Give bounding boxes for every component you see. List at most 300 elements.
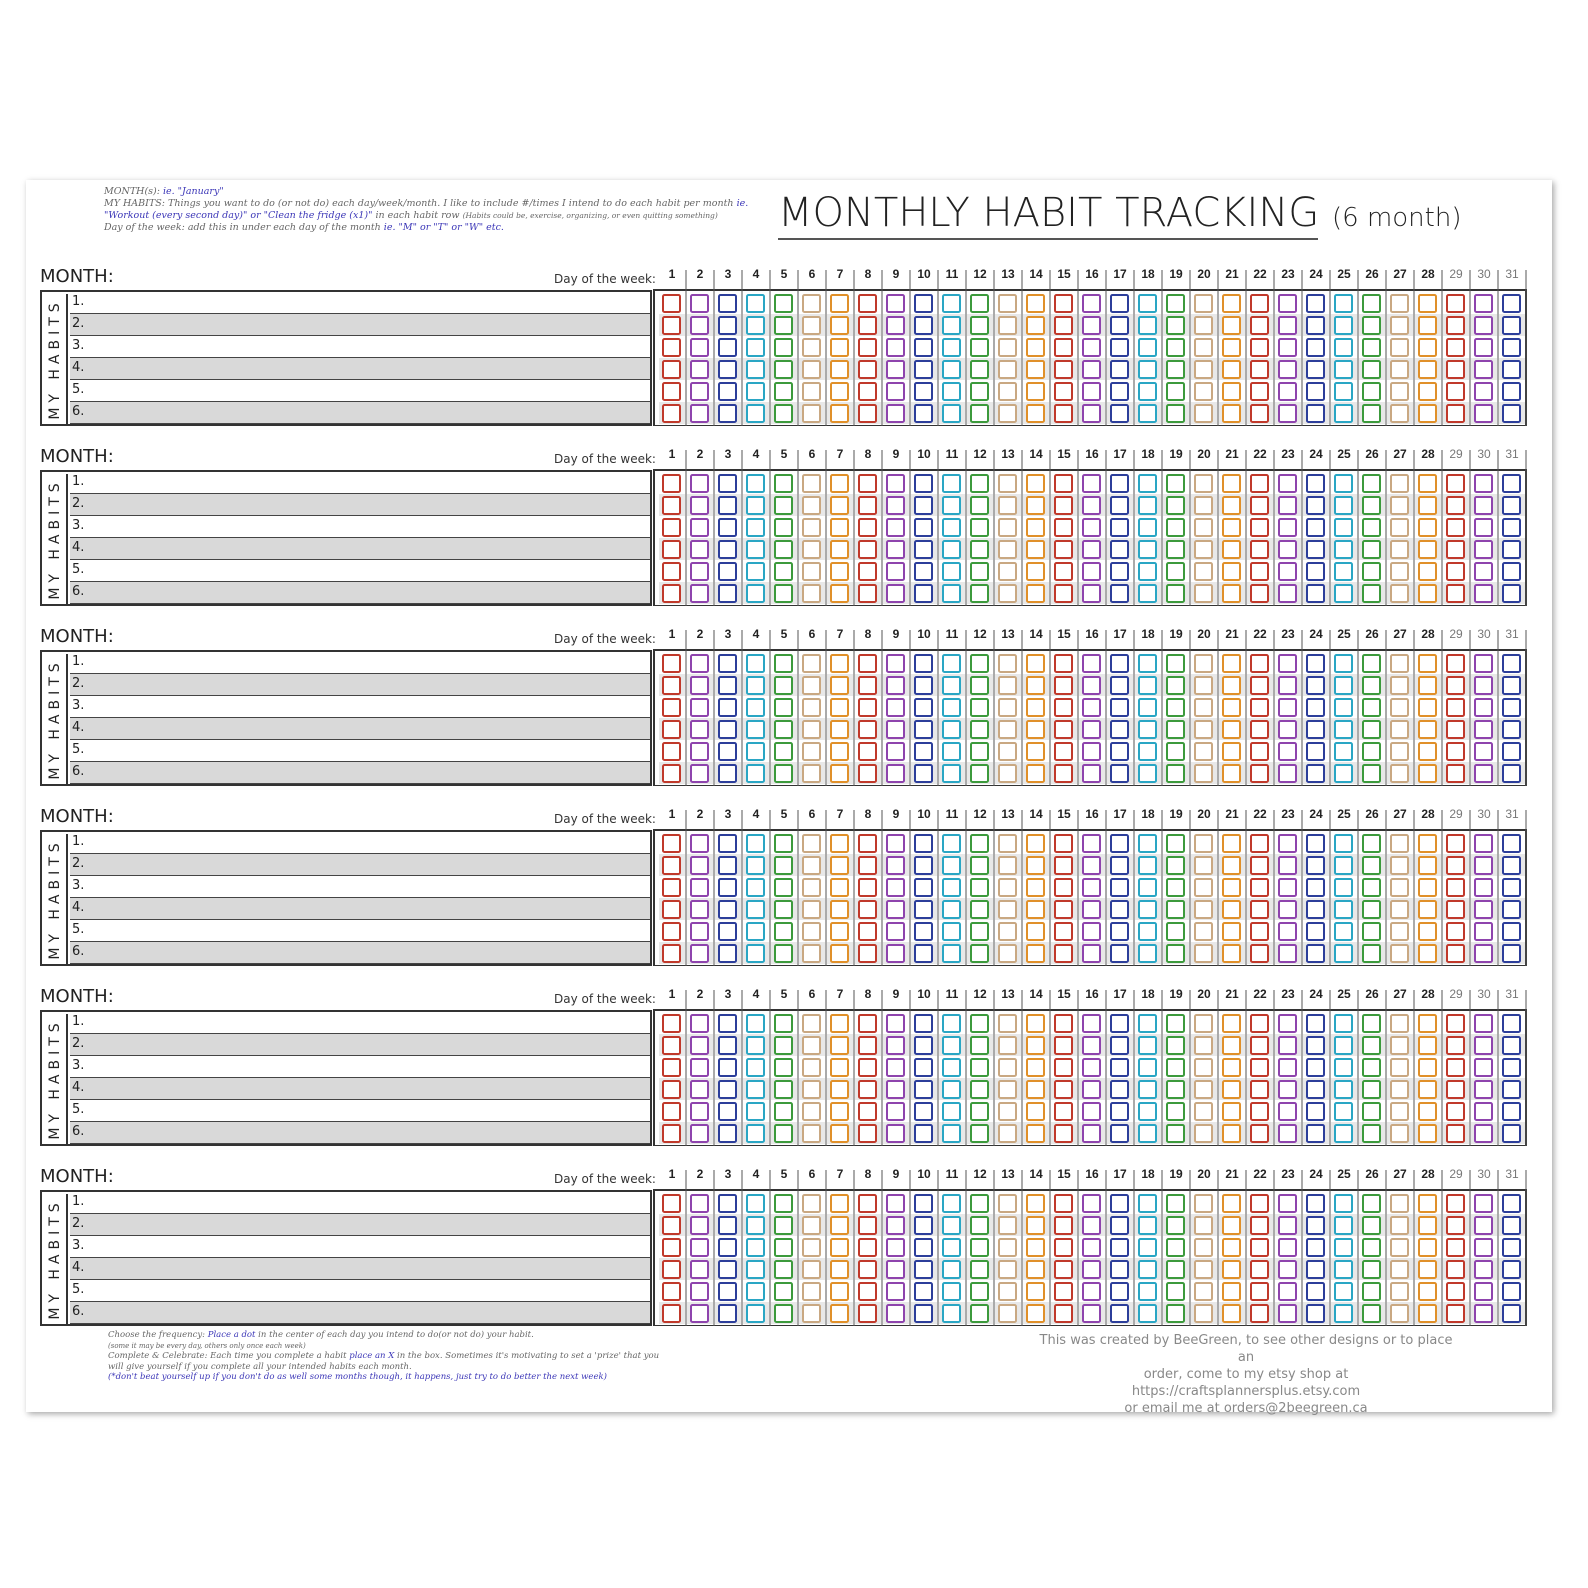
habit-checkbox[interactable] [1195, 923, 1212, 940]
habit-checkbox[interactable] [1055, 1261, 1072, 1278]
habit-row[interactable]: 2. [70, 854, 650, 876]
habit-checkbox[interactable] [1335, 1081, 1352, 1098]
habit-checkbox[interactable] [831, 295, 848, 312]
habit-checkbox[interactable] [831, 699, 848, 716]
habit-checkbox[interactable] [719, 1239, 736, 1256]
habit-checkbox[interactable] [1083, 519, 1100, 536]
habit-checkbox[interactable] [1447, 1195, 1464, 1212]
habit-checkbox[interactable] [1055, 901, 1072, 918]
habit-checkbox[interactable] [1391, 1217, 1408, 1234]
habit-checkbox[interactable] [691, 1081, 708, 1098]
habit-checkbox[interactable] [663, 699, 680, 716]
habit-checkbox[interactable] [1083, 405, 1100, 422]
habit-checkbox[interactable] [887, 655, 904, 672]
habit-checkbox[interactable] [775, 1125, 792, 1142]
habit-checkbox[interactable] [1083, 497, 1100, 514]
habit-checkbox[interactable] [747, 563, 764, 580]
habit-checkbox[interactable] [1083, 361, 1100, 378]
habit-checkbox[interactable] [663, 945, 680, 962]
habit-checkbox[interactable] [1503, 541, 1520, 558]
habit-checkbox[interactable] [719, 901, 736, 918]
habit-checkbox[interactable] [1195, 563, 1212, 580]
habit-checkbox[interactable] [1195, 699, 1212, 716]
habit-checkbox[interactable] [1111, 857, 1128, 874]
habit-checkbox[interactable] [803, 361, 820, 378]
habit-checkbox[interactable] [1391, 1037, 1408, 1054]
habit-checkbox[interactable] [1447, 295, 1464, 312]
habit-checkbox[interactable] [719, 945, 736, 962]
habit-checkbox[interactable] [1195, 475, 1212, 492]
habit-checkbox[interactable] [691, 295, 708, 312]
habit-checkbox[interactable] [887, 339, 904, 356]
habit-checkbox[interactable] [775, 405, 792, 422]
habit-checkbox[interactable] [1335, 1283, 1352, 1300]
habit-checkbox[interactable] [1083, 1103, 1100, 1120]
habit-checkbox[interactable] [999, 295, 1016, 312]
habit-checkbox[interactable] [1475, 1081, 1492, 1098]
habit-row[interactable]: 3. [70, 336, 650, 358]
habit-checkbox[interactable] [1363, 743, 1380, 760]
habit-checkbox[interactable] [1167, 1037, 1184, 1054]
habit-checkbox[interactable] [719, 519, 736, 536]
habit-checkbox[interactable] [663, 317, 680, 334]
habit-checkbox[interactable] [1447, 655, 1464, 672]
habit-checkbox[interactable] [1027, 563, 1044, 580]
habit-row[interactable]: 5. [70, 560, 650, 582]
habit-checkbox[interactable] [1363, 475, 1380, 492]
habit-checkbox[interactable] [1391, 317, 1408, 334]
habit-checkbox[interactable] [887, 1283, 904, 1300]
habit-checkbox[interactable] [1307, 879, 1324, 896]
habit-checkbox[interactable] [1279, 563, 1296, 580]
habit-checkbox[interactable] [1391, 945, 1408, 962]
habit-checkbox[interactable] [1391, 901, 1408, 918]
habit-checkbox[interactable] [943, 677, 960, 694]
habit-checkbox[interactable] [971, 585, 988, 602]
habit-checkbox[interactable] [803, 1261, 820, 1278]
habit-checkbox[interactable] [887, 1015, 904, 1032]
habit-checkbox[interactable] [1475, 1305, 1492, 1322]
habit-checkbox[interactable] [719, 1015, 736, 1032]
habit-checkbox[interactable] [1251, 1217, 1268, 1234]
habit-checkbox[interactable] [1279, 879, 1296, 896]
habit-checkbox[interactable] [775, 541, 792, 558]
habit-checkbox[interactable] [831, 497, 848, 514]
habit-checkbox[interactable] [691, 563, 708, 580]
habit-checkbox[interactable] [887, 901, 904, 918]
habit-checkbox[interactable] [943, 835, 960, 852]
habit-checkbox[interactable] [971, 945, 988, 962]
habit-checkbox[interactable] [831, 475, 848, 492]
habit-checkbox[interactable] [1167, 317, 1184, 334]
habit-checkbox[interactable] [831, 677, 848, 694]
habit-checkbox[interactable] [915, 879, 932, 896]
habit-checkbox[interactable] [1279, 655, 1296, 672]
habit-checkbox[interactable] [1475, 721, 1492, 738]
habit-checkbox[interactable] [719, 677, 736, 694]
habit-checkbox[interactable] [1419, 475, 1436, 492]
habit-checkbox[interactable] [1391, 541, 1408, 558]
habit-checkbox[interactable] [1335, 743, 1352, 760]
habit-checkbox[interactable] [1419, 563, 1436, 580]
habit-checkbox[interactable] [1447, 1015, 1464, 1032]
habit-checkbox[interactable] [1223, 541, 1240, 558]
habit-checkbox[interactable] [1391, 1059, 1408, 1076]
habit-checkbox[interactable] [971, 879, 988, 896]
habit-checkbox[interactable] [887, 317, 904, 334]
habit-checkbox[interactable] [1251, 1081, 1268, 1098]
habit-checkbox[interactable] [1139, 383, 1156, 400]
habit-checkbox[interactable] [1223, 655, 1240, 672]
habit-checkbox[interactable] [803, 519, 820, 536]
habit-checkbox[interactable] [747, 339, 764, 356]
habit-checkbox[interactable] [859, 519, 876, 536]
habit-checkbox[interactable] [971, 1283, 988, 1300]
habit-checkbox[interactable] [1419, 339, 1436, 356]
habit-checkbox[interactable] [1391, 519, 1408, 536]
habit-checkbox[interactable] [1111, 1125, 1128, 1142]
habit-checkbox[interactable] [1223, 699, 1240, 716]
habit-checkbox[interactable] [663, 541, 680, 558]
habit-checkbox[interactable] [915, 1261, 932, 1278]
habit-checkbox[interactable] [1251, 857, 1268, 874]
habit-checkbox[interactable] [1167, 295, 1184, 312]
habit-checkbox[interactable] [831, 1239, 848, 1256]
habit-checkbox[interactable] [1447, 1239, 1464, 1256]
habit-checkbox[interactable] [691, 1103, 708, 1120]
habit-checkbox[interactable] [1363, 295, 1380, 312]
habit-checkbox[interactable] [1419, 699, 1436, 716]
habit-checkbox[interactable] [1027, 497, 1044, 514]
habit-checkbox[interactable] [719, 383, 736, 400]
habit-checkbox[interactable] [1083, 317, 1100, 334]
habit-checkbox[interactable] [1335, 405, 1352, 422]
habit-checkbox[interactable] [1195, 765, 1212, 782]
habit-checkbox[interactable] [1223, 835, 1240, 852]
habit-checkbox[interactable] [803, 1081, 820, 1098]
habit-checkbox[interactable] [747, 1015, 764, 1032]
habit-checkbox[interactable] [1363, 339, 1380, 356]
habit-checkbox[interactable] [1307, 699, 1324, 716]
habit-checkbox[interactable] [971, 541, 988, 558]
habit-checkbox[interactable] [1419, 835, 1436, 852]
habit-checkbox[interactable] [915, 655, 932, 672]
habit-checkbox[interactable] [915, 923, 932, 940]
habit-checkbox[interactable] [831, 519, 848, 536]
habit-checkbox[interactable] [887, 361, 904, 378]
habit-checkbox[interactable] [859, 563, 876, 580]
habit-checkbox[interactable] [1475, 857, 1492, 874]
habit-checkbox[interactable] [859, 295, 876, 312]
habit-checkbox[interactable] [1223, 721, 1240, 738]
habit-checkbox[interactable] [719, 699, 736, 716]
habit-checkbox[interactable] [859, 1103, 876, 1120]
habit-checkbox[interactable] [1363, 383, 1380, 400]
habit-checkbox[interactable] [663, 1103, 680, 1120]
habit-checkbox[interactable] [999, 519, 1016, 536]
habit-checkbox[interactable] [1307, 1217, 1324, 1234]
habit-checkbox[interactable] [1251, 901, 1268, 918]
habit-checkbox[interactable] [971, 1015, 988, 1032]
habit-checkbox[interactable] [1027, 765, 1044, 782]
habit-checkbox[interactable] [1251, 1261, 1268, 1278]
habit-checkbox[interactable] [1195, 1125, 1212, 1142]
habit-checkbox[interactable] [775, 879, 792, 896]
habit-checkbox[interactable] [1055, 1125, 1072, 1142]
habit-checkbox[interactable] [1111, 655, 1128, 672]
habit-checkbox[interactable] [915, 1081, 932, 1098]
habit-row[interactable]: 5. [70, 380, 650, 402]
habit-checkbox[interactable] [1475, 541, 1492, 558]
habit-checkbox[interactable] [1419, 1239, 1436, 1256]
habit-checkbox[interactable] [1111, 585, 1128, 602]
habit-checkbox[interactable] [1363, 1305, 1380, 1322]
habit-checkbox[interactable] [1111, 317, 1128, 334]
habit-row[interactable]: 5. [70, 1280, 650, 1302]
habit-checkbox[interactable] [943, 563, 960, 580]
habit-checkbox[interactable] [1363, 835, 1380, 852]
habit-checkbox[interactable] [1083, 879, 1100, 896]
habit-checkbox[interactable] [1195, 879, 1212, 896]
habit-checkbox[interactable] [1139, 295, 1156, 312]
habit-checkbox[interactable] [1419, 1305, 1436, 1322]
habit-checkbox[interactable] [1167, 835, 1184, 852]
habit-checkbox[interactable] [1307, 1125, 1324, 1142]
habit-checkbox[interactable] [719, 1195, 736, 1212]
habit-checkbox[interactable] [1139, 317, 1156, 334]
habit-checkbox[interactable] [691, 721, 708, 738]
habit-checkbox[interactable] [1055, 585, 1072, 602]
habit-checkbox[interactable] [1167, 677, 1184, 694]
habit-checkbox[interactable] [803, 1217, 820, 1234]
habit-checkbox[interactable] [859, 497, 876, 514]
habit-checkbox[interactable] [1167, 1195, 1184, 1212]
habit-checkbox[interactable] [691, 857, 708, 874]
habit-checkbox[interactable] [1363, 923, 1380, 940]
habit-checkbox[interactable] [1195, 1217, 1212, 1234]
habit-checkbox[interactable] [1279, 1195, 1296, 1212]
habit-checkbox[interactable] [1447, 405, 1464, 422]
habit-checkbox[interactable] [1251, 1283, 1268, 1300]
habit-checkbox[interactable] [1447, 835, 1464, 852]
habit-checkbox[interactable] [1503, 677, 1520, 694]
habit-checkbox[interactable] [1503, 835, 1520, 852]
habit-checkbox[interactable] [1503, 879, 1520, 896]
habit-checkbox[interactable] [1251, 1125, 1268, 1142]
habit-checkbox[interactable] [831, 541, 848, 558]
habit-checkbox[interactable] [1111, 563, 1128, 580]
habit-checkbox[interactable] [663, 1283, 680, 1300]
habit-checkbox[interactable] [1503, 295, 1520, 312]
habit-checkbox[interactable] [691, 519, 708, 536]
habit-checkbox[interactable] [719, 475, 736, 492]
habit-checkbox[interactable] [943, 1305, 960, 1322]
habit-checkbox[interactable] [859, 339, 876, 356]
habit-checkbox[interactable] [747, 317, 764, 334]
habit-checkbox[interactable] [1195, 1239, 1212, 1256]
habit-checkbox[interactable] [1223, 1059, 1240, 1076]
habit-checkbox[interactable] [915, 857, 932, 874]
habit-row[interactable]: 6. [70, 402, 650, 424]
habit-checkbox[interactable] [1083, 699, 1100, 716]
habit-checkbox[interactable] [1195, 361, 1212, 378]
habit-checkbox[interactable] [747, 475, 764, 492]
habit-checkbox[interactable] [691, 1283, 708, 1300]
habit-checkbox[interactable] [803, 295, 820, 312]
habit-checkbox[interactable] [1195, 585, 1212, 602]
habit-checkbox[interactable] [1419, 1015, 1436, 1032]
habit-checkbox[interactable] [1503, 339, 1520, 356]
habit-checkbox[interactable] [1475, 1015, 1492, 1032]
habit-checkbox[interactable] [915, 585, 932, 602]
habit-checkbox[interactable] [1195, 835, 1212, 852]
habit-checkbox[interactable] [1223, 585, 1240, 602]
habit-checkbox[interactable] [1055, 655, 1072, 672]
habit-checkbox[interactable] [887, 1217, 904, 1234]
habit-checkbox[interactable] [1223, 743, 1240, 760]
habit-checkbox[interactable] [1111, 765, 1128, 782]
habit-checkbox[interactable] [859, 1037, 876, 1054]
habit-checkbox[interactable] [1503, 1059, 1520, 1076]
habit-checkbox[interactable] [1111, 1239, 1128, 1256]
habit-checkbox[interactable] [1447, 1059, 1464, 1076]
habit-checkbox[interactable] [999, 1217, 1016, 1234]
habit-checkbox[interactable] [1251, 699, 1268, 716]
habit-checkbox[interactable] [859, 743, 876, 760]
habit-checkbox[interactable] [1083, 1195, 1100, 1212]
habit-checkbox[interactable] [1223, 765, 1240, 782]
habit-checkbox[interactable] [1391, 743, 1408, 760]
habit-checkbox[interactable] [1475, 1283, 1492, 1300]
habit-checkbox[interactable] [999, 835, 1016, 852]
habit-checkbox[interactable] [803, 765, 820, 782]
habit-checkbox[interactable] [915, 475, 932, 492]
habit-checkbox[interactable] [1475, 361, 1492, 378]
habit-checkbox[interactable] [775, 835, 792, 852]
habit-checkbox[interactable] [1503, 1081, 1520, 1098]
habit-checkbox[interactable] [887, 585, 904, 602]
habit-checkbox[interactable] [663, 1037, 680, 1054]
habit-checkbox[interactable] [915, 339, 932, 356]
habit-checkbox[interactable] [1307, 475, 1324, 492]
habit-checkbox[interactable] [1419, 519, 1436, 536]
habit-checkbox[interactable] [1475, 1059, 1492, 1076]
habit-checkbox[interactable] [1083, 677, 1100, 694]
habit-checkbox[interactable] [1083, 1239, 1100, 1256]
habit-checkbox[interactable] [887, 475, 904, 492]
habit-checkbox[interactable] [831, 405, 848, 422]
habit-checkbox[interactable] [915, 765, 932, 782]
habit-checkbox[interactable] [831, 1195, 848, 1212]
habit-checkbox[interactable] [691, 945, 708, 962]
habit-checkbox[interactable] [1447, 563, 1464, 580]
habit-checkbox[interactable] [971, 405, 988, 422]
habit-checkbox[interactable] [803, 1125, 820, 1142]
habit-checkbox[interactable] [1335, 1195, 1352, 1212]
habit-checkbox[interactable] [915, 361, 932, 378]
habit-row[interactable]: 3. [70, 1056, 650, 1078]
habit-checkbox[interactable] [1363, 541, 1380, 558]
habit-checkbox[interactable] [859, 901, 876, 918]
habit-checkbox[interactable] [1363, 519, 1380, 536]
habit-checkbox[interactable] [775, 1081, 792, 1098]
habit-checkbox[interactable] [747, 945, 764, 962]
habit-checkbox[interactable] [859, 765, 876, 782]
habit-checkbox[interactable] [1111, 1261, 1128, 1278]
habit-checkbox[interactable] [1195, 1015, 1212, 1032]
habit-checkbox[interactable] [859, 361, 876, 378]
habit-checkbox[interactable] [1139, 497, 1156, 514]
habit-checkbox[interactable] [1391, 857, 1408, 874]
habit-checkbox[interactable] [1251, 475, 1268, 492]
habit-checkbox[interactable] [1027, 1103, 1044, 1120]
habit-checkbox[interactable] [1419, 1195, 1436, 1212]
habit-checkbox[interactable] [915, 677, 932, 694]
habit-checkbox[interactable] [691, 923, 708, 940]
habit-checkbox[interactable] [775, 585, 792, 602]
habit-checkbox[interactable] [1503, 1283, 1520, 1300]
habit-checkbox[interactable] [775, 901, 792, 918]
habit-checkbox[interactable] [1055, 923, 1072, 940]
habit-checkbox[interactable] [1167, 901, 1184, 918]
habit-checkbox[interactable] [1363, 361, 1380, 378]
habit-checkbox[interactable] [1363, 945, 1380, 962]
habit-checkbox[interactable] [1475, 1125, 1492, 1142]
habit-checkbox[interactable] [1363, 1195, 1380, 1212]
habit-checkbox[interactable] [1447, 901, 1464, 918]
habit-checkbox[interactable] [1251, 383, 1268, 400]
habit-checkbox[interactable] [1363, 405, 1380, 422]
habit-checkbox[interactable] [1139, 1305, 1156, 1322]
habit-checkbox[interactable] [887, 1103, 904, 1120]
habit-checkbox[interactable] [1251, 677, 1268, 694]
habit-checkbox[interactable] [803, 699, 820, 716]
habit-checkbox[interactable] [943, 765, 960, 782]
habit-checkbox[interactable] [999, 923, 1016, 940]
habit-checkbox[interactable] [1447, 743, 1464, 760]
habit-checkbox[interactable] [1139, 677, 1156, 694]
habit-checkbox[interactable] [1419, 295, 1436, 312]
habit-checkbox[interactable] [803, 1195, 820, 1212]
habit-checkbox[interactable] [971, 1059, 988, 1076]
habit-checkbox[interactable] [1139, 1283, 1156, 1300]
habit-checkbox[interactable] [887, 765, 904, 782]
habit-checkbox[interactable] [1503, 901, 1520, 918]
habit-checkbox[interactable] [1419, 1103, 1436, 1120]
habit-checkbox[interactable] [1111, 1283, 1128, 1300]
habit-checkbox[interactable] [999, 857, 1016, 874]
habit-row[interactable]: 5. [70, 1100, 650, 1122]
habit-checkbox[interactable] [1503, 945, 1520, 962]
habit-checkbox[interactable] [1419, 1217, 1436, 1234]
habit-checkbox[interactable] [1195, 1103, 1212, 1120]
habit-row[interactable]: 3. [70, 1236, 650, 1258]
habit-checkbox[interactable] [1335, 541, 1352, 558]
habit-checkbox[interactable] [1391, 835, 1408, 852]
habit-checkbox[interactable] [1391, 699, 1408, 716]
habit-checkbox[interactable] [1391, 1261, 1408, 1278]
habit-checkbox[interactable] [1447, 585, 1464, 602]
habit-checkbox[interactable] [1307, 721, 1324, 738]
habit-checkbox[interactable] [1307, 677, 1324, 694]
habit-row[interactable]: 1. [70, 832, 650, 854]
habit-checkbox[interactable] [1111, 1015, 1128, 1032]
habit-checkbox[interactable] [831, 655, 848, 672]
habit-checkbox[interactable] [1363, 1217, 1380, 1234]
habit-checkbox[interactable] [1055, 1217, 1072, 1234]
habit-checkbox[interactable] [915, 1125, 932, 1142]
habit-checkbox[interactable] [719, 1305, 736, 1322]
